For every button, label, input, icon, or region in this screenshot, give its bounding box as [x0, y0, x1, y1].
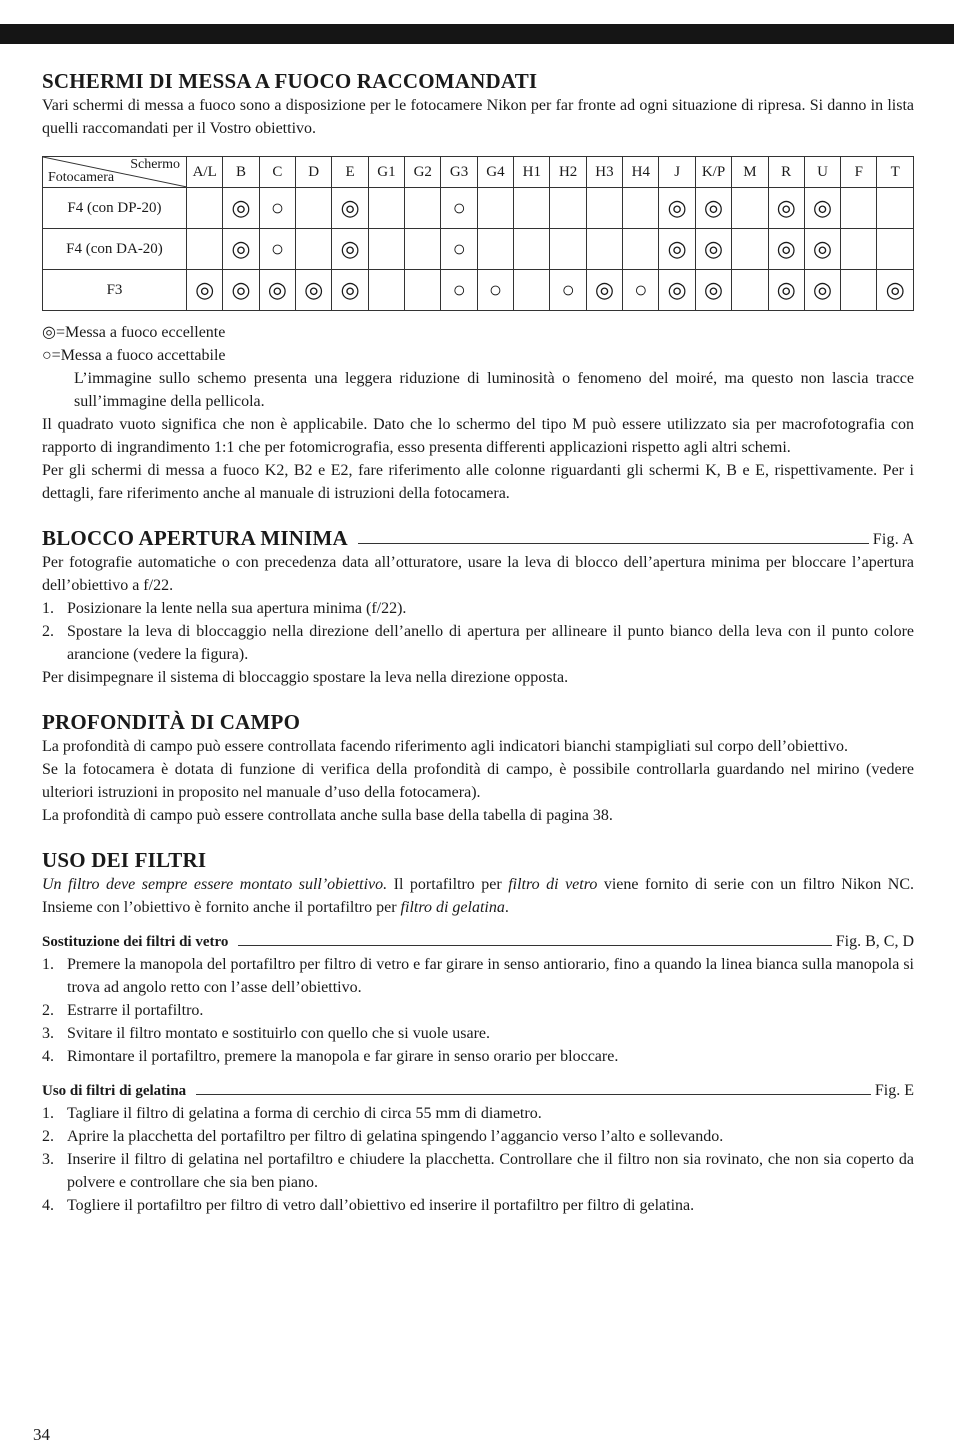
circle-icon: ○ [452, 235, 466, 261]
list-item: 4. Rimontare il portafiltro, premere la manopola e far girare in senso orario per bloccare. [42, 1048, 619, 1065]
col-header: B [223, 157, 259, 188]
col-header: G2 [405, 157, 441, 188]
double-circle-icon: ◎ [812, 276, 833, 302]
double-circle-icon: ◎ [703, 276, 724, 302]
double-circle-icon: ◎ [594, 276, 615, 302]
double-circle-icon: ◎ [340, 194, 360, 220]
circle-icon: ○ [634, 276, 648, 302]
table-cell [405, 270, 441, 311]
table-cell [368, 229, 404, 270]
table-cell [332, 270, 368, 311]
table-cell [186, 270, 222, 311]
double-circle-icon: ◎ [304, 276, 324, 302]
col-header: F [841, 157, 877, 188]
table-cell [223, 188, 259, 229]
double-circle-icon: ◎ [776, 194, 796, 220]
row-label: F3 [43, 270, 187, 311]
table-corner-cell [43, 157, 187, 188]
table-cell [804, 229, 840, 270]
double-circle-icon: ◎ [667, 276, 687, 302]
table-cell [477, 229, 513, 270]
circle-icon: ○ [270, 235, 285, 261]
col-header: C [259, 157, 295, 188]
circle-icon: ○ [452, 276, 466, 302]
list-item: 1. Tagliare il filtro di gelatina a forma di cerchio di circa 55 mm di diametro. [42, 1105, 542, 1122]
table-cell [550, 270, 586, 311]
fig-ref: Fig. E [874, 1082, 914, 1099]
table-cell [659, 229, 695, 270]
double-circle-icon: ◎ [231, 276, 251, 302]
col-header: R [768, 157, 804, 188]
table-cell [695, 229, 731, 270]
row-label: F4 (con DA-20) [43, 229, 187, 270]
col-header: G3 [441, 157, 477, 188]
note-k2-b2-e2: Per gli schermi di messa a fuoco K2, B2 e E2, fare riferimento alle colonne riguardanti gli schermi K, B e E, rispettivamente. Per i dettagli, fare riferimento anche al manuale di istruzioni della fotocamera. [42, 462, 914, 502]
col-header: E [332, 157, 368, 188]
table-header-row [43, 157, 914, 188]
col-header: H2 [550, 157, 586, 188]
filters-intro: Un filtro deve sempre essere montato sull’obiettivo. Il portafiltro per filtro di vetro viene fornito di serie con un filtro Nikon NC. Insieme con l’obiettivo è fornito anche il portafiltro per filtro di gelatina. [42, 876, 915, 916]
leader-rule [358, 543, 869, 544]
section-title-depth-of-field: PROFONDITÀ DI CAMPO [42, 710, 301, 734]
double-circle-icon: ◎ [812, 194, 833, 220]
table-cell [877, 188, 914, 229]
double-circle-icon: ◎ [195, 276, 215, 302]
focusing-screens-intro: Vari schermi di messa a fuoco sono a disposizione per le fotocamere Nikon per far fronte ad ogni situazione di ripresa. Si danno in lista quelli raccomandati per il Vostro obiettivo. [42, 97, 914, 137]
aperture-lock-title: BLOCCO APERTURA MINIMA [42, 526, 348, 550]
gelatin-filters-title: Uso di filtri di gelatina [42, 1083, 187, 1099]
corner-label-camera: Fotocamera [48, 170, 115, 185]
table-cell [659, 270, 695, 311]
double-circle-icon: ◎ [340, 235, 360, 261]
table-cell [841, 229, 877, 270]
circle-icon: ○ [452, 194, 466, 220]
double-circle-icon: ◎ [267, 276, 287, 302]
list-item: 3. Inserire il filtro di gelatina nel portafiltro e chiudere la placchetta. Controllare che il filtro non sia rovinato, che non sia coperto da polvere e controllare che sia ben piano. [42, 1151, 914, 1191]
table-cell [732, 188, 768, 229]
section-title-filters: USO DEI FILTRI [42, 848, 207, 872]
double-circle-icon: ◎ [812, 235, 833, 261]
table-cell [732, 270, 768, 311]
table-cell [368, 270, 404, 311]
table-cell [186, 188, 222, 229]
double-circle-icon: ◎ [703, 194, 724, 220]
table-cell [441, 188, 477, 229]
double-circle-icon: ◎ [776, 235, 796, 261]
section-title-focusing-screens: SCHERMI DI MESSA A FUOCO RACCOMANDATI [42, 69, 538, 93]
table-cell [259, 188, 295, 229]
table-cell [441, 270, 477, 311]
table-cell [477, 188, 513, 229]
table-cell [659, 188, 695, 229]
table-row [43, 188, 914, 229]
table-cell [768, 270, 804, 311]
table-row [43, 229, 914, 270]
col-header: H1 [514, 157, 550, 188]
table-cell [259, 229, 295, 270]
note-moire: L’immagine sullo schemo presenta una leggera riduzione di luminosità o fenomeno del moiré, ma questo non lascia tracce sull’immagine della pellicola. [74, 370, 914, 410]
fig-ref: Fig. A [872, 531, 914, 548]
table-cell [332, 188, 368, 229]
table-cell [695, 188, 731, 229]
list-item: 2. Spostare la leva di bloccaggio nella direzione dell’anello di apertura per allineare il punto bianco della leva con il punto colore arancione (vedere la figura). [42, 623, 914, 663]
list-item: 2. Estrarre il portafiltro. [42, 1002, 204, 1019]
circle-icon: ○ [270, 194, 285, 220]
note-empty-square: Il quadrato vuoto significa che non è applicabile. Dato che lo schermo del tipo M può essere utilizzato sia per macrofotografia con rapporto di ingrandimento 1:1 che per fotomicrografia, esso presenta differenti applicazioni rispetto agli altri schemi. [42, 416, 914, 456]
table-cell [514, 229, 550, 270]
table-cell [804, 270, 840, 311]
aperture-lock-steps [42, 597, 914, 666]
list-item: 3. Svitare il filtro montato e sostituirlo con quello che si vuole usare. [42, 1025, 491, 1042]
focusing-screens-table [42, 156, 914, 311]
table-cell [768, 229, 804, 270]
circle-icon: ○ [561, 276, 575, 302]
double-circle-icon: ◎ [703, 235, 724, 261]
list-item: 4. Togliere il portafiltro per filtro di vetro dall’obiettivo ed inserire il portafiltro per filtro di gelatina. [42, 1197, 695, 1214]
table-cell [405, 229, 441, 270]
section-title-aperture-lock [42, 525, 914, 551]
aperture-lock-outro: Per disimpegnare il sistema di bloccaggio spostare la leva nella direzione opposta. [42, 669, 569, 686]
table-cell [332, 229, 368, 270]
table-cell [514, 270, 550, 311]
fig-ref: Fig. B, C, D [835, 933, 914, 950]
table-cell [477, 270, 513, 311]
legend-acceptable: ○=Messa a fuoco accettabile [42, 347, 226, 364]
table-cell [623, 229, 659, 270]
col-header: H3 [586, 157, 622, 188]
gelatin-filter-steps [42, 1102, 914, 1217]
col-header: U [804, 157, 840, 188]
table-cell [841, 188, 877, 229]
table-legend [42, 321, 914, 505]
glass-filter-steps [42, 953, 914, 1068]
table-cell [877, 229, 914, 270]
glass-filters-title: Sostituzione dei filtri di vetro [42, 934, 229, 950]
table-cell [586, 270, 622, 311]
table-cell [623, 270, 659, 311]
aperture-lock-intro: Per fotografie automatiche o con precedenza data all’otturatore, usare la leva di blocco dell’apertura minima per bloccare l’apertura dell’obiettivo a f/22. [42, 554, 914, 594]
page-number: 34 [33, 1425, 50, 1444]
table-cell [405, 188, 441, 229]
double-circle-icon: ◎ [231, 235, 251, 261]
col-header: J [659, 157, 695, 188]
list-item: 1. Premere la manopola del portafiltro per filtro di vetro e far girare in senso antiorario, fino a quando la linea bianca sulla manopola si trova ad angolo retto con l’asse dell’obiettivo. [42, 956, 914, 996]
col-header: D [296, 157, 332, 188]
table-cell [768, 188, 804, 229]
list-item: 2. Aprire la placchetta del portafiltro per filtro di gelatina spingendo l’aggancio verso l’alto e sollevando. [42, 1128, 724, 1145]
corner-label-screen: Schermo [130, 157, 180, 172]
table-cell [877, 270, 914, 311]
list-item: 1. Posizionare la lente nella sua apertura minima (f/22). [42, 600, 407, 617]
leader-rule [238, 945, 831, 946]
col-header: H4 [623, 157, 659, 188]
table-cell [623, 188, 659, 229]
table-cell [441, 229, 477, 270]
leader-rule [196, 1094, 871, 1095]
table-cell [550, 229, 586, 270]
double-circle-icon: ◎ [667, 194, 687, 220]
table-cell [296, 270, 332, 311]
top-black-bar [0, 24, 954, 44]
table-cell [550, 188, 586, 229]
table-cell [259, 270, 295, 311]
table-cell [223, 229, 259, 270]
table-body [43, 188, 914, 311]
dof-paragraph-2: Se la fotocamera è dotata di funzione di verifica della profondità di campo, è possibile controllarla guardando nel mirino (vedere ulteriori istruzioni in proposito nel manuale d’uso della fotocamera). [42, 761, 914, 801]
page-content [42, 68, 914, 1217]
double-circle-icon: ◎ [667, 235, 687, 261]
table-row [43, 270, 914, 311]
col-header: G1 [368, 157, 404, 188]
row-label: F4 (con DP-20) [43, 188, 187, 229]
double-circle-icon: ◎ [340, 276, 360, 302]
subsection-title-gelatin-filters [42, 1080, 914, 1102]
double-circle-icon: ◎ [885, 276, 905, 302]
table-cell [841, 270, 877, 311]
table-cell [186, 229, 222, 270]
col-header: A/L [186, 157, 222, 188]
double-circle-icon: ◎ [776, 276, 796, 302]
table-cell [296, 188, 332, 229]
col-header: M [732, 157, 768, 188]
table-cell [732, 229, 768, 270]
table-cell [296, 229, 332, 270]
col-header: T [877, 157, 914, 188]
table-cell [586, 188, 622, 229]
circle-icon: ○ [488, 276, 503, 302]
double-circle-icon: ◎ [231, 194, 251, 220]
table-cell [586, 229, 622, 270]
col-header: G4 [477, 157, 513, 188]
table-cell [368, 188, 404, 229]
legend-excellent: ◎=Messa a fuoco eccellente [42, 324, 226, 341]
dof-paragraph-1: La profondità di campo può essere controllata facendo riferimento agli indicatori bianchi stampigliati sul corpo dell’obiettivo. [42, 738, 848, 755]
subsection-title-glass-filters [42, 931, 914, 953]
dof-paragraph-3: La profondità di campo può essere controllata anche sulla base della tabella di pagina 38. [42, 807, 613, 824]
col-header: K/P [695, 157, 731, 188]
table-cell [804, 188, 840, 229]
table-cell [514, 188, 550, 229]
table-cell [223, 270, 259, 311]
table-cell [695, 270, 731, 311]
